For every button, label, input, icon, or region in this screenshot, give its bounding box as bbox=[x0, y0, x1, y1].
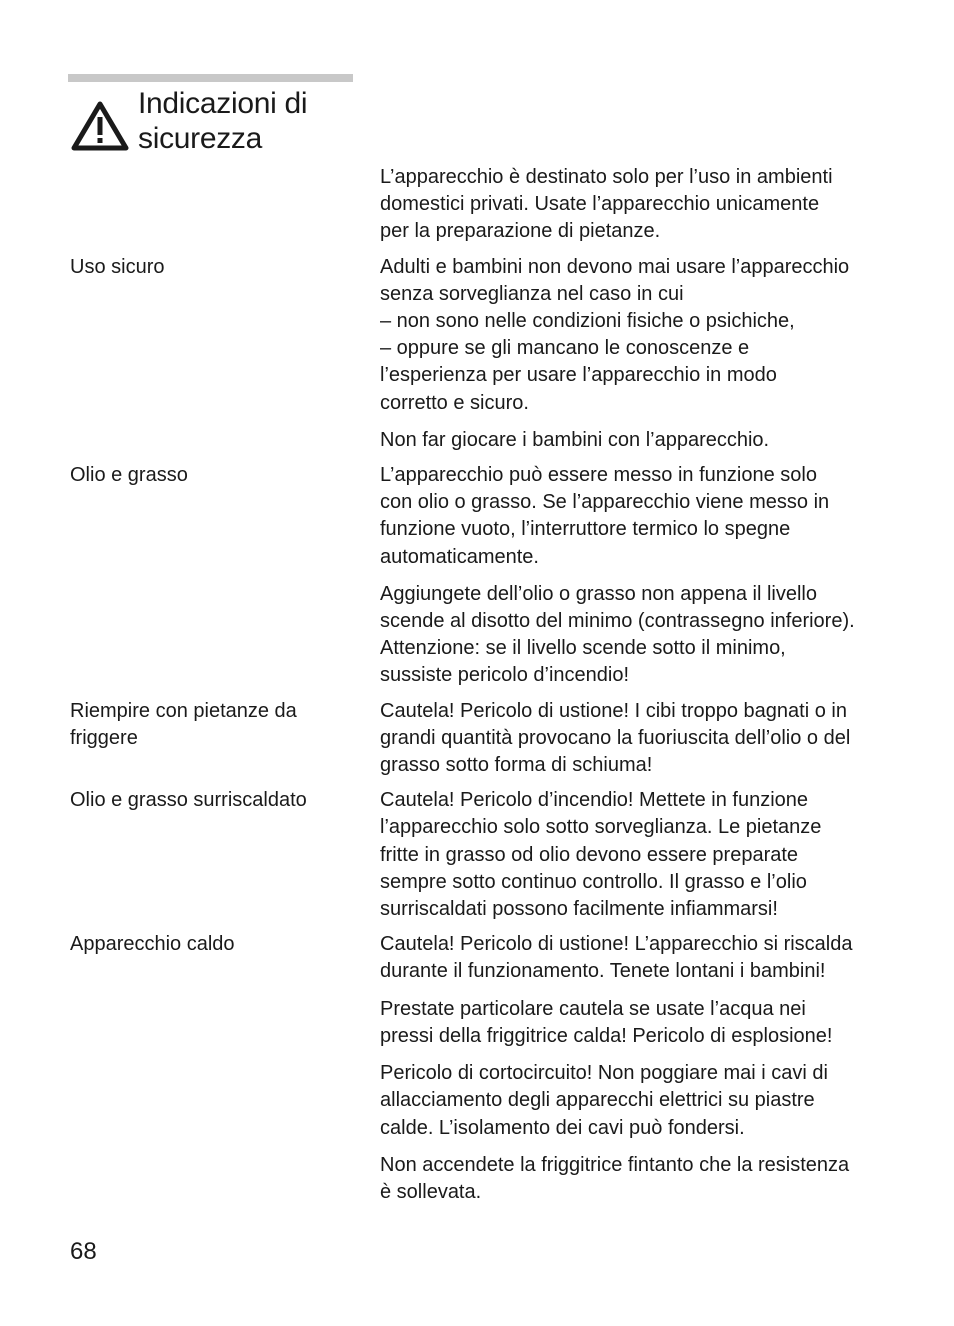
paragraph: Aggiungete dell’olio o grasso non appena il livello scende al disotto del minimo (contrassegno inferiore). Attenzione: se il livello scende sotto il minimo, sussiste pericolo d’incendio! bbox=[380, 582, 855, 687]
section-olio-e-grasso bbox=[70, 462, 890, 690]
section-body bbox=[380, 787, 890, 923]
paragraph: Adulti e bambini non devono mai usare l’apparecchio senza sorveglianza nel caso in cui – non sono nelle condizioni fisiche o psichiche, – oppure se gli mancano le conoscenze e l’esperienza per usare l’apparecchio in modo corretto e sicuro. bbox=[380, 255, 850, 414]
section-label: Olio e grasso bbox=[70, 464, 188, 487]
section-olio-surriscaldato bbox=[70, 787, 890, 923]
page-title-line2: sicurezza bbox=[138, 122, 263, 155]
header-rule bbox=[68, 74, 353, 82]
section-uso-sicuro bbox=[70, 254, 890, 454]
section-body bbox=[380, 164, 890, 246]
section-intro bbox=[70, 164, 890, 246]
page-title-line1: Indicazioni di bbox=[138, 87, 308, 120]
section-label: Apparecchio caldo bbox=[70, 933, 235, 956]
paragraph: Pericolo di cortocircuito! Non poggiare mai i cavi di allacciamento degli apparecchi elettrici su piastre calde. L’isolamento dei cavi può fondersi. bbox=[380, 1062, 828, 1139]
paragraph: Prestate particolare cautela se usate l’acqua nei pressi della friggitrice calda! Pericolo di esplosione! bbox=[380, 997, 833, 1047]
page-number: 68 bbox=[70, 1238, 97, 1265]
section-apparecchio-caldo bbox=[70, 931, 890, 1206]
section-riempire bbox=[70, 698, 890, 780]
safety-content bbox=[70, 164, 890, 1214]
paragraph: Cautela! Pericolo di ustione! I cibi troppo bagnati o in grandi quantità provocano la fuoriuscita dell’olio o del grasso sotto forma di schiuma! bbox=[380, 699, 851, 777]
paragraph: L’apparecchio è destinato solo per l’uso in ambienti domestici privati. Usate l’apparecchio unicamente per la preparazione di pietanze. bbox=[380, 166, 833, 243]
section-label: Uso sicuro bbox=[70, 255, 165, 278]
paragraph: Cautela! Pericolo di ustione! L’apparecchio si riscalda durante il funzionamento. Tenete lontani i bambini! bbox=[380, 933, 853, 983]
section-body bbox=[380, 462, 890, 690]
section-label: Riempire con pietanze da friggere bbox=[70, 699, 297, 749]
page-title bbox=[138, 86, 378, 156]
section-label: Olio e grasso surriscaldato bbox=[70, 789, 307, 812]
section-body bbox=[380, 254, 890, 454]
section-body bbox=[380, 931, 890, 1206]
paragraph: L’apparecchio può essere messo in funzione solo con olio o grasso. Se l’apparecchio viene messo in funzione vuoto, l’interruttore termico lo spegne automaticamente. bbox=[380, 464, 830, 568]
paragraph: Non accendete la friggitrice fintanto che la resistenza è sollevata. bbox=[380, 1153, 850, 1203]
warning-triangle-icon bbox=[70, 100, 130, 152]
paragraph: Non far giocare i bambini con l’apparecchio. bbox=[380, 428, 770, 451]
section-body bbox=[380, 698, 890, 780]
section-label bbox=[70, 164, 380, 246]
paragraph: Cautela! Pericolo d’incendio! Mettete in funzione l’apparecchio solo sotto sorveglianza. Le pietanze fritte in grasso od olio devono essere preparate sempre sotto continuo controllo. Il grasso e l’olio surriscaldati possono facilmente infiammarsi! bbox=[380, 789, 822, 921]
